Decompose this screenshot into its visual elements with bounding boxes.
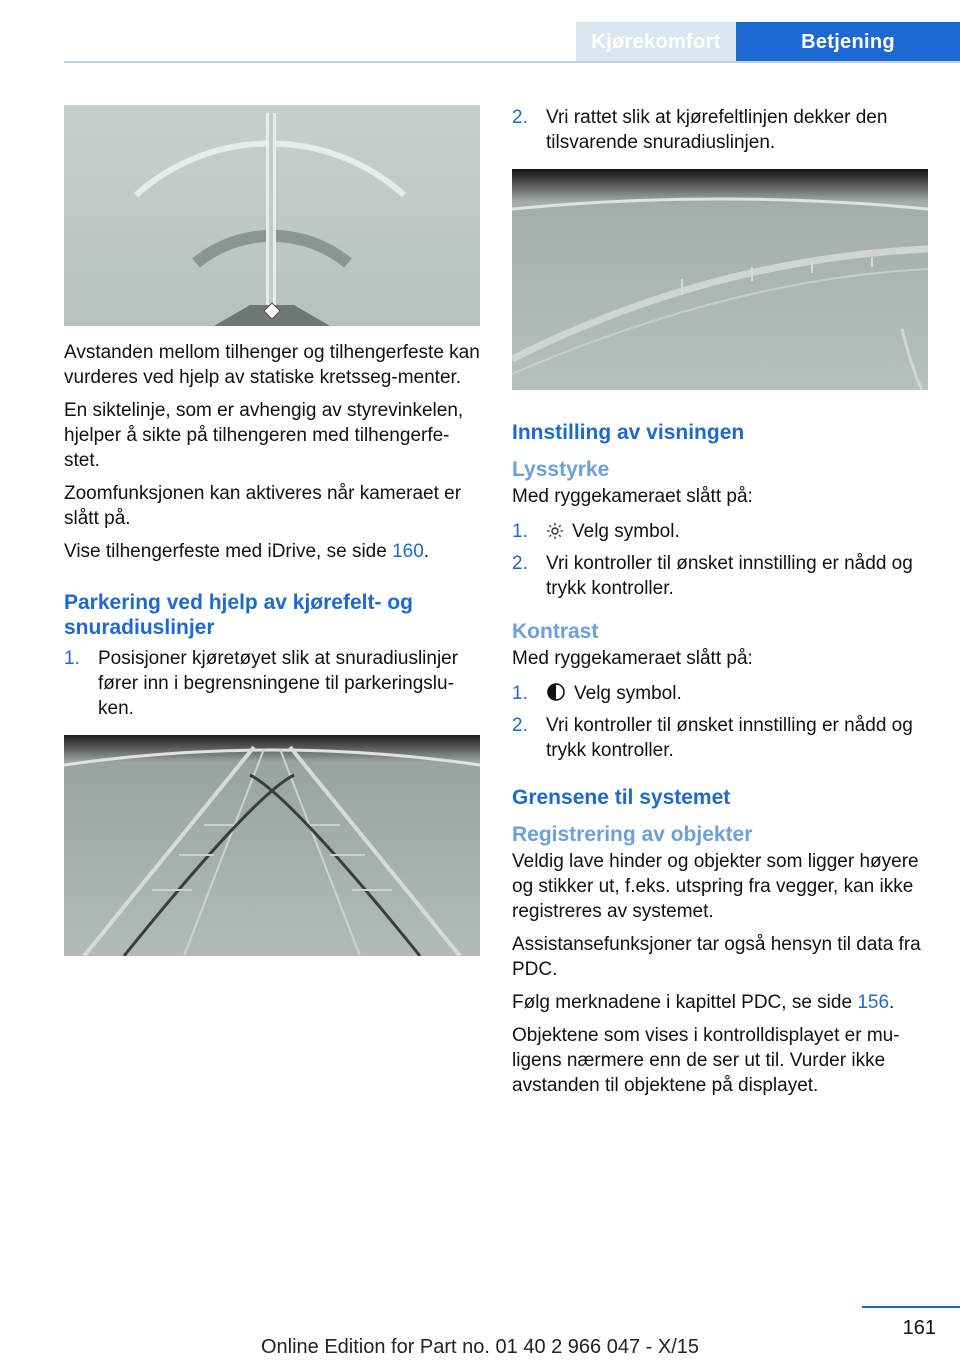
figure-lane-radius-overlap bbox=[512, 169, 928, 390]
brightness-icon bbox=[546, 522, 564, 540]
header-chapter-tab[interactable]: Betjening bbox=[736, 22, 960, 63]
list-item: 2. Vri kontroller til ønsket innstilling er nådd og trykk kontroller. bbox=[512, 553, 913, 599]
contrast-icon bbox=[546, 682, 566, 702]
page-number: 161 bbox=[902, 1317, 936, 1339]
paragraph: En siktelinje, som er avhengig av styrevinkelen, hjelper å sikte på tilhengeren med tilhengerfe-stet. bbox=[64, 400, 464, 471]
section-heading: Innstilling av visningen bbox=[512, 421, 745, 444]
paragraph: Med ryggekameraet slått på: bbox=[512, 648, 753, 669]
subsection-heading: Registrering av objekter bbox=[512, 823, 753, 846]
subsection-heading: Lysstyrke bbox=[512, 458, 610, 481]
list-item: 2. Vri kontroller til ønsket innstilling er nådd og trykk kontroller. bbox=[512, 715, 913, 761]
header-section-tab[interactable]: Kjørekomfort bbox=[576, 22, 736, 63]
left-column bbox=[64, 105, 480, 956]
list-item: 2. Vri rattet slik at kjørefeltlinjen dekker den tilsvarende snuradiuslinjen. bbox=[512, 107, 888, 153]
paragraph: Objektene som vises i kontrolldisplayet er mu-ligens nærmere enn de ser ut til. Vurder ikke avstanden til objektene på displayet. bbox=[512, 1025, 900, 1096]
paragraph: Veldig lave hinder og objekter som ligger høyere og stikker ut, f.eks. utspring fra vegger, kan ikke registreres av systemet. bbox=[512, 851, 919, 922]
online-edition-note: Online Edition for Part no. 01 40 2 966 047 - X/15 bbox=[260, 1336, 700, 1358]
list-item: 1. Velg symbol. bbox=[512, 521, 680, 542]
section-heading: Grensene til systemet bbox=[512, 786, 731, 809]
paragraph: Assistansefunksjoner tar også hensyn til data fra PDC. bbox=[512, 934, 921, 980]
step-list bbox=[64, 646, 480, 721]
page-link[interactable]: 160 bbox=[392, 541, 424, 562]
list-item: 1. Posisjoner kjøretøyet slik at snuradiuslinjer fører inn i begrensningene til parkeringslu-ken. bbox=[64, 648, 459, 719]
page-link[interactable]: 156 bbox=[857, 992, 890, 1013]
paragraph: Avstanden mellom tilhenger og tilhengerfeste kan vurderes ved hjelp av statiske kretsseg-menter. bbox=[64, 342, 480, 388]
paragraph: Zoomfunksjonen kan aktiveres når kameraet er slått på. bbox=[64, 483, 462, 529]
paragraph-with-link: Vise tilhengerfeste med iDrive, se side 160. bbox=[64, 541, 430, 562]
figure-parking-lines bbox=[64, 735, 480, 956]
step-list bbox=[512, 105, 928, 155]
right-column bbox=[512, 105, 928, 1106]
subsection-heading: Kontrast bbox=[512, 620, 599, 643]
paragraph: Med ryggekameraet slått på: bbox=[512, 486, 753, 507]
step-list bbox=[512, 681, 928, 763]
paragraph-with-link: Følg merknadene i kapittel PDC, se side 156. bbox=[512, 992, 895, 1013]
header-rule bbox=[64, 61, 960, 63]
step-list bbox=[512, 519, 928, 601]
section-heading: Parkering ved hjelp av kjørefelt- og snuradiuslinjer bbox=[64, 591, 413, 639]
figure-trailer-hitch-view bbox=[64, 105, 480, 326]
list-item: 1. Velg symbol. bbox=[512, 683, 682, 704]
footer-rule bbox=[862, 1306, 960, 1308]
